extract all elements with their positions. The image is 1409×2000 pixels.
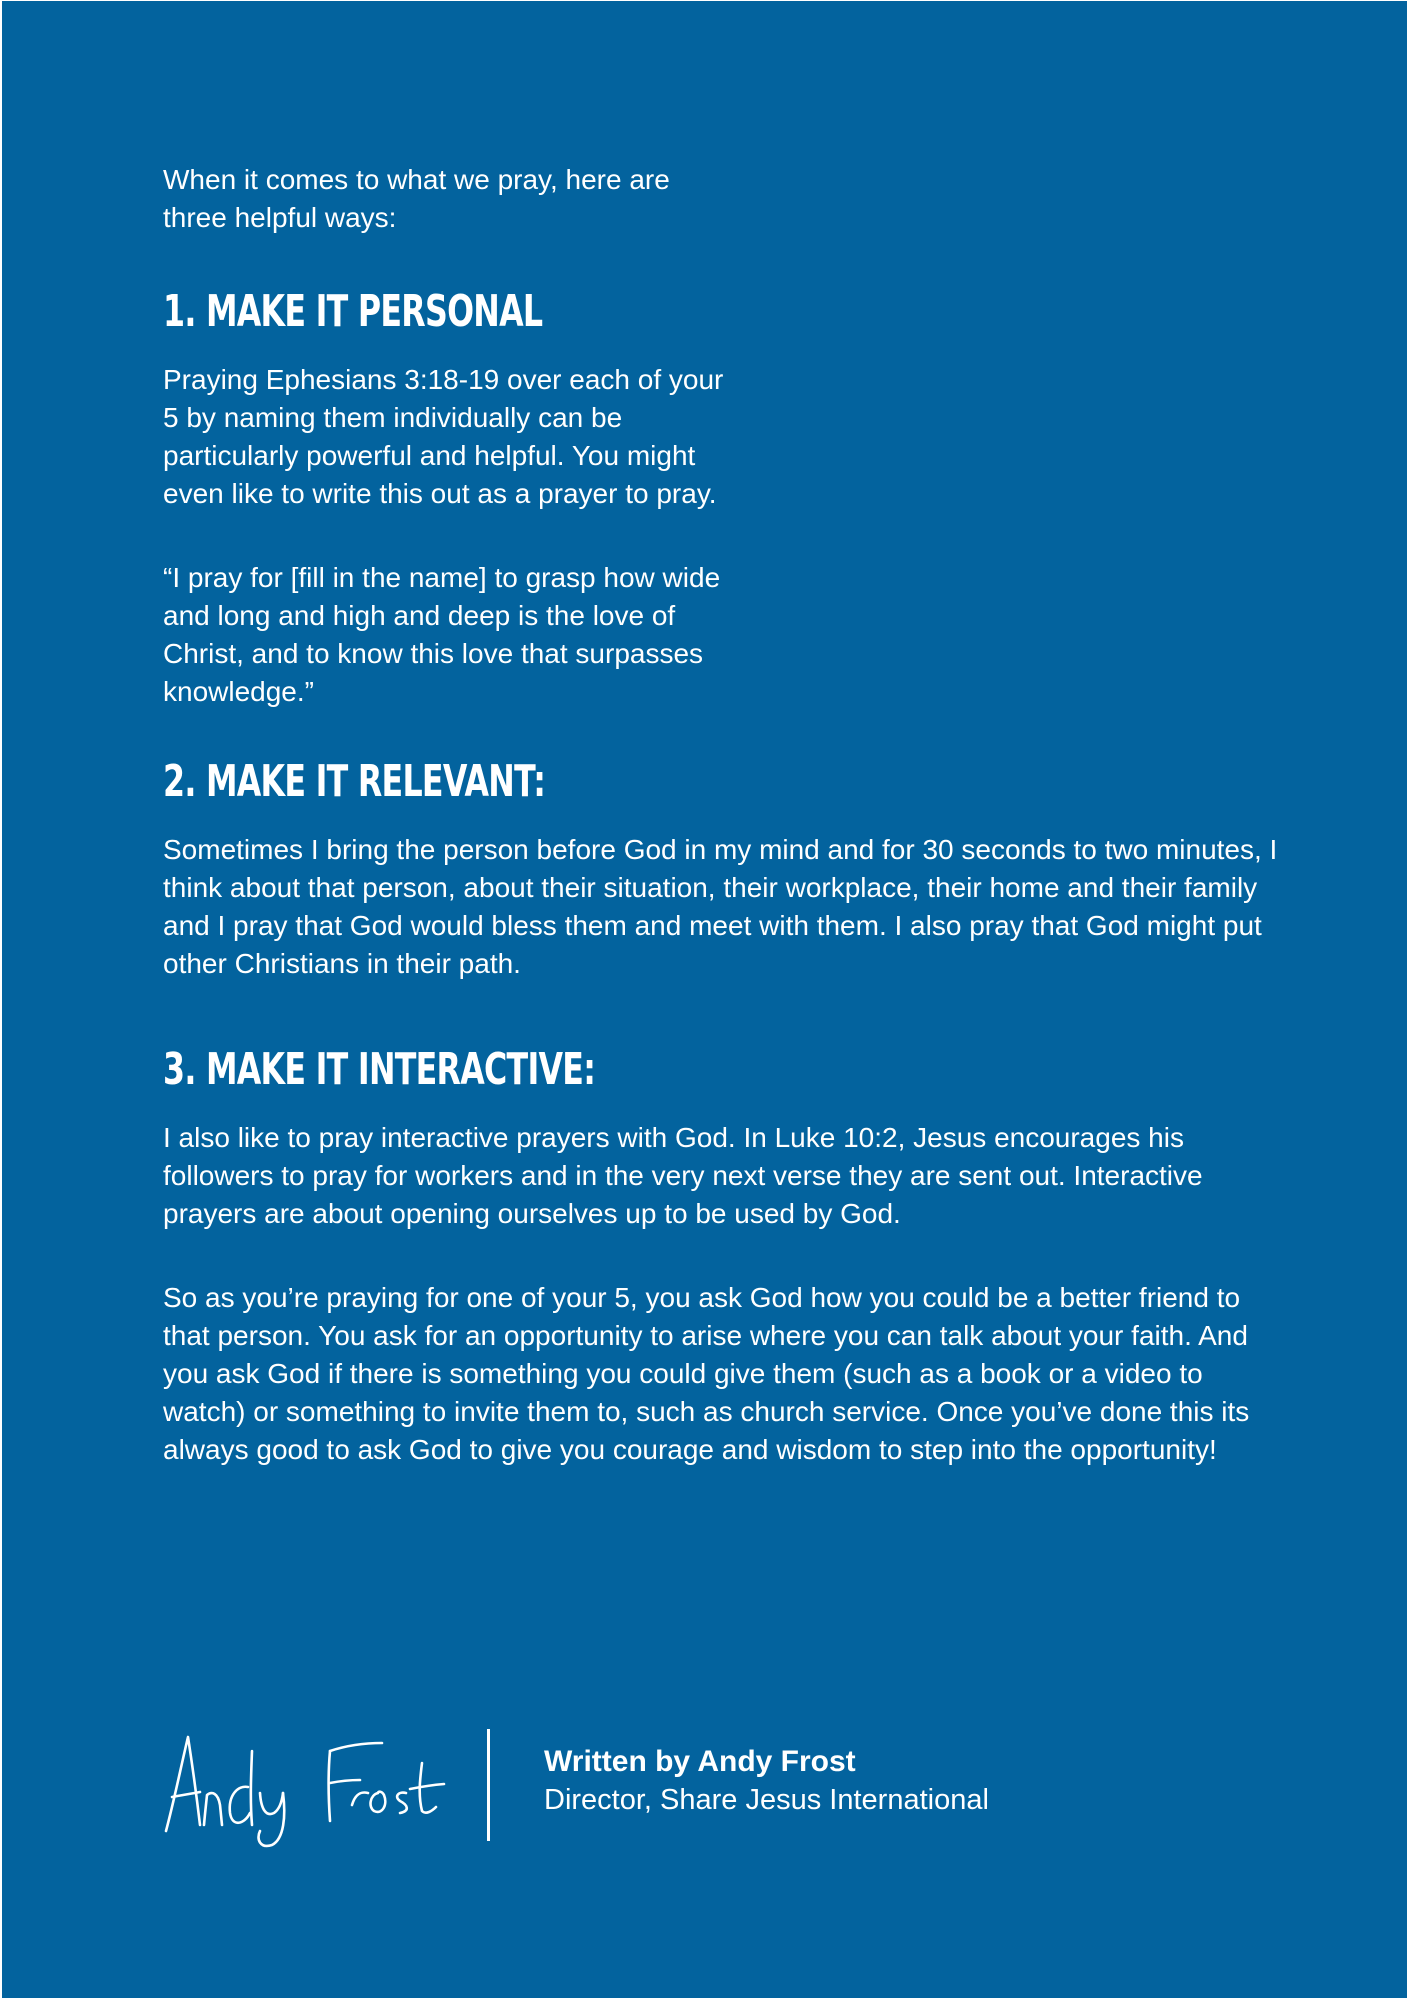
author-name: Written by Andy Frost (544, 1745, 856, 1778)
section-heading: 3. MAKE IT INTERACTIVE: (163, 1044, 596, 1095)
footer-divider (487, 1729, 490, 1841)
article-body (163, 161, 1283, 1469)
section-heading: 2. MAKE IT RELEVANT: (163, 756, 546, 807)
section-heading: 1. MAKE IT PERSONAL (163, 286, 543, 337)
section-paragraph: So as you’re praying for one of your 5, you ask God how you could be a better friend to that person. You ask for an opportunity to arise where you can talk about your faith. And you ask God if there is something you could give them (such as a book or a video to watch) or something to invite them to, such as church service. Once you’ve done this its always good to ask God to give you courage and wisdom to step into the opportunity! (163, 1282, 1250, 1465)
intro-text: When it comes to what we pray, here are three helpful ways: (163, 164, 670, 233)
section-paragraph: Praying Ephesians 3:18-19 over each of your 5 by naming them individually can be particularly powerful and helpful. You might even like to write this out as a prayer to pray. (163, 364, 724, 509)
author-role: Director, Share Jesus International (544, 1784, 989, 1816)
page (2, 1, 1407, 1998)
section-make-it-relevant (163, 757, 1283, 983)
section-make-it-interactive (163, 1045, 1283, 1469)
section-paragraph: I also like to pray interactive prayers with God. In Luke 10:2, Jesus encourages his followers to pray for workers and in the very next verse they are sent out. Interactive prayers are about opening ourselves up to be used by God. (163, 1122, 1203, 1229)
section-make-it-personal (163, 287, 1283, 711)
author-block (544, 1743, 989, 1819)
author-footer (160, 1721, 1060, 1851)
signature-image (160, 1721, 460, 1851)
prayer-quote: “I pray for [fill in the name] to grasp how wide and long and high and deep is the love of Christ, and to know this love that surpasses knowledge.” (163, 562, 721, 707)
section-paragraph: Sometimes I bring the person before God in my mind and for 30 seconds to two minutes, I think about that person, about their situation, their workplace, their home and their family and I pray that God would bless them and meet with them. I also pray that God might put other Christians in their path. (163, 834, 1278, 979)
